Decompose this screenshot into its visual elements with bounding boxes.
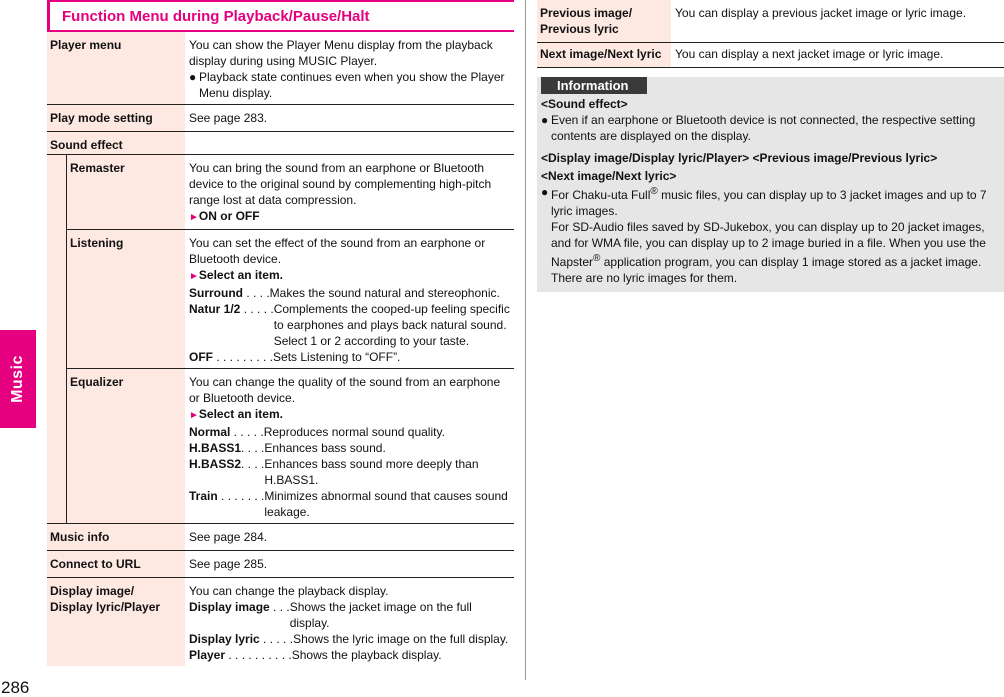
action-text: Select an item. <box>198 268 283 282</box>
definition-leader: . . . . . <box>259 632 294 646</box>
info-text-part: music files, you can display up to 3 jacket images and up to 7 lyric images. <box>551 188 987 218</box>
definition-term: Surround <box>189 286 243 300</box>
info-text-part: application program, you can display 1 image stored as a jacket image. <box>600 255 982 269</box>
action-text: Select an item. <box>198 407 283 421</box>
table-row-sound-effect <box>47 132 514 155</box>
row-text: You can show the Player Menu display from the playback display during using MUSIC Player. <box>189 38 493 68</box>
indent-cell <box>47 155 66 523</box>
definition-item <box>189 349 512 365</box>
info-bullet-text <box>551 184 1000 286</box>
bullet-text: Playback state continues even when you show the Player Menu display. <box>199 70 505 100</box>
definition-item <box>189 301 512 349</box>
info-bullet-text: Even if an earphone or Bluetooth device is not connected, the respective setting contents are displayed on the display. <box>551 113 976 143</box>
row-label <box>537 0 671 42</box>
row-label: Sound effect <box>47 132 185 154</box>
row-content <box>185 369 514 523</box>
function-menu-table <box>47 0 514 666</box>
definition-desc: Shows the jacket image on the full display. <box>289 600 472 630</box>
definition-leader: . . . . . . . . . <box>213 350 274 364</box>
row-content <box>185 132 514 154</box>
bullet-icon: ● <box>189 70 197 84</box>
column-divider <box>525 0 526 680</box>
row-label-line: Previous lyric <box>540 22 619 36</box>
definition-item <box>189 488 512 520</box>
definition-desc: Complements the cooped-up feeling specific to earphones and plays back natural sound. Select 1 or 2 according to your taste. <box>273 302 510 348</box>
info-text-part: There are no lyric images for them. <box>551 271 738 285</box>
section-header-bar <box>47 2 50 30</box>
definition-item <box>189 424 512 440</box>
definition-term: Normal <box>189 425 231 439</box>
definition-item <box>189 647 512 663</box>
table-row-play-mode <box>47 105 514 132</box>
row-content: See page 283. <box>189 111 268 125</box>
row-label: Player menu <box>47 32 185 104</box>
arrow-icon: ► <box>189 271 199 282</box>
sound-effect-subrows <box>66 155 514 523</box>
definition-leader: . . . . . . . . . . <box>225 648 292 662</box>
row-label: Play mode setting <box>47 105 185 131</box>
info-bullet <box>541 112 1000 144</box>
info-text-part: For SD-Audio files saved by SD-Jukebox, you can display up to 20 jacket images, and for WMA file, you can display up to 2 image buried in a file. When you use the Napster <box>551 220 986 269</box>
definition-leader: . . . . <box>241 457 265 471</box>
row-label: Music info <box>47 524 185 550</box>
table-row-player-menu <box>47 32 514 105</box>
definition-leader: . . . . . <box>230 425 264 439</box>
row-text: You can set the effect of the sound from an earphone or Bluetooth device. <box>189 236 486 266</box>
definition-item <box>189 440 512 456</box>
sound-effect-subtable <box>47 155 514 524</box>
definition-item <box>189 631 512 647</box>
arrow-icon: ► <box>189 410 199 421</box>
row-content: You can display a next jacket image or lyric image. <box>675 47 944 61</box>
row-label-line: Display image/ <box>50 584 135 598</box>
row-label: Connect to URL <box>47 551 185 577</box>
row-content <box>185 230 514 368</box>
definition-term: H.BASS1 <box>189 441 242 455</box>
definition-term: OFF <box>189 350 213 364</box>
information-tag: Information <box>541 77 647 94</box>
definition-desc: Shows the lyric image on the full display. <box>293 632 509 646</box>
table-row-remaster <box>66 155 514 230</box>
row-text: You can change the playback display. <box>189 584 389 598</box>
action-line <box>189 208 512 226</box>
row-content <box>185 578 514 666</box>
definition-desc: Shows the playback display. <box>291 648 442 662</box>
table-row-display-image <box>47 578 514 666</box>
bullet-icon: ● <box>541 113 549 127</box>
definition-term: Train <box>189 489 218 503</box>
definition-leader: . . . . . <box>240 302 274 316</box>
registered-mark: ® <box>650 186 658 197</box>
definition-leader: . . . . <box>243 286 270 300</box>
definition-desc: Sets Listening to “OFF”. <box>273 350 401 364</box>
definition-term: Natur 1/2 <box>189 302 241 316</box>
table-row-listening <box>66 230 514 369</box>
chapter-tab-label: Music <box>9 355 26 403</box>
row-label-line: Display lyric/Player <box>50 600 161 614</box>
table-row-equalizer <box>66 369 514 523</box>
row-text: You can change the quality of the sound from an earphone or Bluetooth device. <box>189 375 501 405</box>
table-row-music-info <box>47 524 514 551</box>
definition-leader: . . . <box>269 600 290 614</box>
info-heading: <Next image/Next lyric> <box>541 169 677 183</box>
action-line <box>189 267 512 285</box>
bullet-note <box>189 69 512 101</box>
definition-leader: . . . . <box>241 441 265 455</box>
definition-term: Player <box>189 648 226 662</box>
row-label: Remaster <box>67 155 185 229</box>
row-content <box>185 32 514 104</box>
chapter-side-tab <box>0 330 36 428</box>
section-title: Function Menu during Playback/Pause/Halt <box>62 8 370 25</box>
definition-desc: Makes the sound natural and stereophonic. <box>269 286 500 300</box>
row-text: You can bring the sound from an earphone or Bluetooth device to the original sound by complementing high-pitch range lost at data compression. <box>189 161 492 207</box>
definition-leader: . . . . . . . <box>217 489 265 503</box>
bullet-icon: ● <box>541 185 549 199</box>
definition-desc: Minimizes abnormal sound that causes sound leakage. <box>264 489 508 519</box>
definition-desc: Enhances bass sound more deeply than H.BASS1. <box>264 457 479 487</box>
row-label-line: Previous image/ <box>540 6 633 20</box>
table-row-next-image <box>537 43 1004 68</box>
info-heading: <Sound effect> <box>541 97 628 111</box>
arrow-icon: ► <box>189 212 199 223</box>
table-row-previous-image <box>537 0 1004 43</box>
info-text-part: For Chaku-uta Full <box>551 188 651 202</box>
page-number: 286 <box>1 678 30 697</box>
definition-item <box>189 456 512 488</box>
registered-mark: ® <box>593 253 601 264</box>
info-heading: <Display image/Display lyric/Player> <Previous image/Previous lyric> <box>541 151 938 165</box>
definition-desc: Enhances bass sound. <box>264 441 386 455</box>
table-row-connect-url <box>47 551 514 578</box>
right-column <box>537 0 1004 292</box>
section-header <box>47 0 514 32</box>
definition-term: H.BASS2 <box>189 457 242 471</box>
info-bullet <box>541 184 1000 286</box>
definition-desc: Reproduces normal sound quality. <box>263 425 445 439</box>
definition-item <box>189 285 512 301</box>
row-label: Listening <box>67 230 185 368</box>
definition-item <box>189 599 512 631</box>
row-label: Next image/Next lyric <box>537 43 671 67</box>
action-line <box>189 406 512 424</box>
row-content <box>185 155 514 229</box>
row-label: Equalizer <box>67 369 185 523</box>
definition-term: Display image <box>189 600 270 614</box>
information-box <box>537 77 1004 292</box>
row-content: See page 284. <box>189 530 268 544</box>
row-content: See page 285. <box>189 557 268 571</box>
definition-term: Display lyric <box>189 632 260 646</box>
row-label <box>47 578 185 666</box>
action-text: ON or OFF <box>198 209 260 223</box>
row-content: You can display a previous jacket image or lyric image. <box>675 6 967 20</box>
